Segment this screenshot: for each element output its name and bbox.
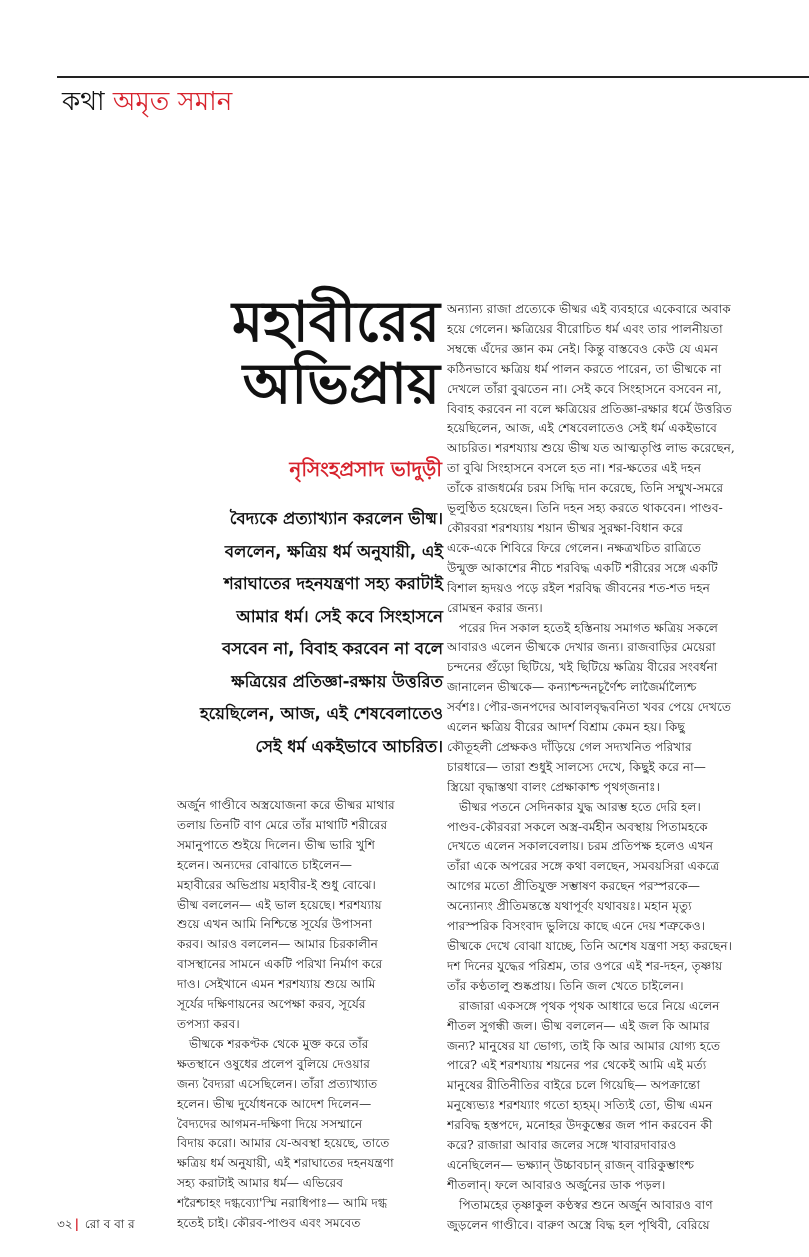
body-text-line: মনুষ্যেভ্যঃ শরশয্যাং গতো হ্যহম্। সত্যিই তো, ভীষ্ম এমন bbox=[447, 1098, 713, 1113]
pull-quote-line: শরাঘাতের দহনযন্ত্রণা সহ্য করাটাই bbox=[224, 574, 443, 593]
body-text-line: বৈদ্যদের আগমন-দক্ষিণা দিয়ে সসম্মানে bbox=[177, 1116, 363, 1131]
body-text-line: আবারও এলেন ভীষ্মকে দেখার জন্য। রাজবাড়ির মেয়েরা bbox=[447, 640, 716, 655]
body-text-line: ভীষ্মকে দেখে বোঝা যাচ্ছে, তিনি অশেষ যন্ত্রণা সহ্য করছেন। bbox=[447, 939, 733, 953]
body-text-line: কৌরবরা শরশয্যায় শয়ান ভীষ্মর সুরক্ষা-বিধান করে bbox=[447, 520, 683, 535]
body-text-line: একে-একে শিবিরে ফিরে গেলেন। নক্ষত্রখচিত রাত্রিতে bbox=[447, 540, 702, 555]
body-text-line: তাঁরা একে অপরের সঙ্গে কথা বলছেন, সমবয়সিরা একত্রে bbox=[447, 859, 720, 874]
body-text-line: হতেই চাই। কৌরব-পাণ্ডব এবং সমবেত bbox=[177, 1216, 361, 1231]
body-text-line: চন্দনের গুঁড়ো ছিটিয়ে, খই ছিটিয়ে ক্ষত্রিয় বীরের সংবর্ধনা bbox=[447, 660, 718, 675]
pull-quote-line: বসবেন না, বিবাহ করবেন না বলে bbox=[222, 639, 443, 658]
page-footer bbox=[57, 1216, 135, 1232]
body-text-line: সূর্যের দক্ষিণায়নের অপেক্ষা করব, সূর্যের bbox=[177, 997, 366, 1012]
pull-quote-line: বৈদ্যকে প্রত্যাখ্যান করলেন ভীষ্ম। bbox=[229, 509, 443, 528]
pull-quote-line: সেই ধর্ম একইভাবে আচরিত। bbox=[255, 736, 443, 756]
body-text-line: বিবাহ করবেন না বলে ক্ষত্রিয়ের প্রতিজ্ঞা-রক্ষার ধর্মে উত্তরিত bbox=[447, 401, 732, 416]
body-text-line: পারে? এই শরশয্যায় শয়নের পর থেকেই আমি এই মর্ত্য bbox=[447, 1058, 707, 1073]
body-text-line: পারস্পরিক বিসংবাদ ভুলিয়ে কাছে এনে দেয় শত্রুকেও। bbox=[447, 919, 706, 934]
body-text-line: শরবিদ্ধ হস্তপদে, মনোহর উদকুম্ভের জল পান করবেন কী bbox=[447, 1118, 713, 1133]
body-text-line: রাজারা একসঙ্গে পৃথক পৃথক আধারে ভরে নিয়ে এলেন bbox=[459, 998, 720, 1013]
body-text-line: তলায় তিনটি বাণ মেরে তাঁর মাথাটি শরীরের bbox=[177, 817, 388, 832]
headline-line2: অভিপ্রায় bbox=[242, 352, 440, 417]
body-text-line: জন্য? মানুষের যা ভোগ্য, তাই কি আর আমার যোগ্য হতে bbox=[447, 1038, 721, 1053]
headline bbox=[120, 292, 440, 416]
author-name: নৃসিংহপ্রসাদ ভাদুড়ী bbox=[289, 457, 442, 481]
pull-quote-line: হয়েছিলেন, আজ, এই শেষবেলাতেও bbox=[199, 704, 443, 723]
body-text-line: ভীষ্মর পতনে সেদিনকার যুদ্ধ আরম্ভ হতে দেরি হল। bbox=[459, 799, 701, 814]
body-text-line: ভূলুণ্ঠিত হয়েছেন। তিনি দহন সহ্য করতে থাকবেন। পাণ্ডব- bbox=[447, 501, 723, 516]
body-text-line: কঠিনভাবে ক্ষত্রিয় ধর্ম পালন করতে পারেন, তা ভীষ্মকে না bbox=[447, 361, 722, 376]
body-text-line: তা বুঝি সিংহাসনে বসলে হত না। শর-ক্ষতের এই দহন bbox=[447, 461, 701, 476]
section-title-word1: কথা bbox=[62, 87, 105, 117]
body-text-line: বাসস্থানের সামনে একটি পরিখা নির্মাণ করে bbox=[177, 957, 383, 972]
body-text-line: করব। আরও বললেন— আমার চিরকালীন bbox=[177, 937, 378, 952]
body-text-line: ভীষ্মকে শরকণ্টক থেকে মুক্ত করে তাঁর bbox=[189, 1036, 369, 1051]
body-text-line: দশ দিনের যুদ্ধের পরিশ্রম, তার ওপরে এই শর-দহন, তৃষ্ণায় bbox=[447, 958, 723, 973]
body-text-line: করে? রাজারা আবার জলের সঙ্গে খাবারদাবারও bbox=[447, 1138, 677, 1153]
body-text-line: ভীষ্ম বললেন— এই ভাল হয়েছে। শরশয্যায় bbox=[177, 897, 382, 912]
body-text-line: সমানুপাতে শুইয়ে দিলেন। ভীষ্ম ভারি খুশি bbox=[177, 837, 375, 852]
body-text-line: জানালেন ভীষ্মকে— কন্যাশ্চন্দনচূর্ণৈশ্চ লাজৈর্মাল্যৈশ্চ bbox=[447, 680, 697, 695]
body-text-line: শুয়ে এখন আমি নিশ্চিন্তে সূর্যের উপাসনা bbox=[177, 917, 373, 932]
body-text-line: পাণ্ডব-কৌরবরা সকলে অস্ত্র-বর্মহীন অবস্থায় পিতামহকে bbox=[447, 819, 708, 834]
body-text-line: অন্যান্য রাজা প্রত্যেকে ভীষ্মর এই ব্যবহারে একেবারে অবাক bbox=[447, 302, 731, 316]
body-text-line: বিদায় করো। আমার যে-অবস্থা হয়েছে, তাতে bbox=[177, 1136, 390, 1151]
body-text-line: ক্ষত্রিয় ধর্ম অনুযায়ী, এই শরাঘাতের দহনযন্ত্রণা bbox=[177, 1156, 394, 1171]
body-text-line: তপস্যা করব। bbox=[177, 1016, 240, 1031]
body-text-line: পরের দিন সকাল হতেই হস্তিনায় সমাগত ক্ষত্রিয় সকলে bbox=[459, 620, 719, 635]
body-text-line: দাও। সেইখানে এমন শরশয্যায় শুয়ে আমি bbox=[177, 977, 376, 992]
body-text-line: বিশাল হৃদয়ও পড়ে রইল শরবিদ্ধ জীবনের শত-শত দহন bbox=[447, 580, 710, 595]
body-text-line: শরৈশ্চাহং দগ্ধব্যো'স্মি নরাধিপাঃ— আমি দগ্ধ bbox=[177, 1196, 388, 1211]
pull-quote-line: ক্ষত্রিয়ের প্রতিজ্ঞা-রক্ষায় উত্তরিত bbox=[231, 671, 443, 691]
pull-quote-line: বললেন, ক্ষত্রিয় ধর্ম অনুযায়ী, এই bbox=[224, 541, 443, 561]
body-text-line: এনেছিলেন— ভক্ষ্যান্ উচ্চাবচান্ রাজন্ বারিকুম্ভাংশ্চ bbox=[447, 1157, 695, 1172]
body-text-line: তাঁর কণ্ঠতালু শুষ্কপ্রায়। তিনি জল খেতে চাইলেন। bbox=[447, 978, 684, 993]
pull-quote bbox=[140, 503, 443, 763]
body-text-line: জন্য বৈদ্যরা এসেছিলেন। তাঁরা প্রত্যাখ্যাত bbox=[177, 1076, 378, 1091]
body-text-line: সর্বশঃ। পৌর-জনপদের আবালবৃদ্ধবনিতা খবর পেয়ে দেখতে bbox=[447, 700, 731, 715]
body-text-line: হয়ে গেলেন। ক্ষত্রিয়ের বীরোচিত ধর্ম এবং তার পালনীয়তা bbox=[447, 321, 723, 336]
footer-separator: | bbox=[74, 1217, 79, 1231]
body-text-line: তাঁকে রাজধর্মের চরম সিদ্ধি দান করেছে, তিনি সম্মুখ-সমরে bbox=[447, 481, 724, 496]
top-rule bbox=[57, 76, 809, 78]
body-text-line: চারধারে— তারা শুধুই সালস্যে দেখে, কিছুই করে না— bbox=[447, 759, 706, 774]
body-text-line: মহাবীরের অভিপ্রায় মহাবীর-ই শুধু বোঝে। bbox=[177, 877, 376, 892]
body-text-line: হলেন। অন্যদের বোঝাতে চাইলেন— bbox=[177, 857, 352, 872]
body-text-line: দেখতে এলেন সকালবেলায়। চরম প্রতিপক্ষ হলেও এখন bbox=[447, 839, 714, 854]
body-text-line: হলেন। ভীষ্ম দুর্যোধনকে আদেশ দিলেন— bbox=[177, 1096, 372, 1111]
body-text-line: মানুষের রীতিনীতির বাইরে চলে গিয়েছি— অপক্রান্তো bbox=[447, 1078, 700, 1093]
body-text-line: স্ত্রিয়ো বৃদ্ধাস্তথা বালং প্রেক্ষাকাশ্চ পৃথগ্জনাঃ। bbox=[447, 779, 661, 794]
body-text-line: অর্জুন গাণ্ডীবে অস্ত্রযোজনা করে ভীষ্মর মাথার bbox=[177, 798, 395, 812]
body-text-line: আচরিত। শরশয্যায় শুয়ে ভীষ্ম যত আত্মতৃপ্তি লাভ করেছেন, bbox=[447, 441, 735, 456]
body-text-line: শীতলান্। ফলে আবারও অর্জুনের ডাক পড়ল। bbox=[447, 1177, 666, 1192]
body-text-line: সম্বন্ধে এঁদের জ্ঞান কম নেই। কিন্তু বাস্তবেও কেউ যে এমন bbox=[447, 341, 718, 356]
body-text-line: পিতামহের তৃষ্ণাকুল কণ্ঠস্বর শুনে অর্জুন আবারও বাণ bbox=[459, 1197, 713, 1212]
body-column-left bbox=[177, 796, 439, 1234]
body-text-line: কৌতূহলী প্রেক্ষকও দাঁড়িয়ে গেল সদ্যখনিত পরিখার bbox=[447, 739, 692, 754]
magazine-name: রো ব বা র bbox=[84, 1217, 135, 1231]
body-text-line: উন্মুক্ত আকাশের নীচে শরবিদ্ধ একটি শরীরের সঙ্গে একটি bbox=[447, 560, 718, 575]
body-text-line: এলেন ক্ষত্রিয় বীরের আদর্শ বিশ্রাম কেমন হয়। কিছু bbox=[447, 720, 685, 735]
body-text-line: ক্ষতস্থানে ওষুধের প্রলেপ বুলিয়ে দেওয়ার bbox=[177, 1056, 370, 1071]
body-text-line: দেখলে তাঁরা বুঝতেন না। সেই কবে সিংহাসনে বসবেন না, bbox=[447, 381, 722, 396]
headline-line1: মহাবীরের bbox=[231, 290, 440, 355]
body-text-line: রোমন্থন করার জন্য। bbox=[447, 600, 543, 615]
body-text-line: শীতল সুগন্ধী জল। ভীষ্ম বললেন— এই জল কি আমার bbox=[447, 1018, 710, 1033]
pull-quote-line: আমার ধর্ম। সেই কবে সিংহাসনে bbox=[236, 606, 443, 626]
section-title-word2: অমৃত সমান bbox=[112, 87, 233, 117]
body-column-right bbox=[447, 300, 807, 1236]
section-title bbox=[62, 86, 232, 118]
page-number: ৩২ bbox=[57, 1217, 73, 1231]
body-text-line: হয়েছিলেন, আজ, এই শেষবেলাতেও সেই ধর্ম একইভাবে bbox=[447, 421, 717, 436]
body-text-line: অন্যোন্যং প্রীতিমন্তস্তে যথাপূর্বং যথাবয়ঃ। মহান মৃত্যু bbox=[447, 899, 692, 914]
body-text-line: জুড়লেন গাণ্ডীবে। বারুণ অস্ত্রে বিদ্ধ হল পৃথিবী, বেরিয়ে bbox=[447, 1217, 710, 1232]
body-text-line: আগের মতো প্রীতিযুক্ত সম্ভাষণ করছেন পরস্পরকে— bbox=[447, 879, 700, 894]
body-text-line: সহ্য করাটাই আমার ধর্ম— এভিরেব bbox=[177, 1176, 343, 1191]
